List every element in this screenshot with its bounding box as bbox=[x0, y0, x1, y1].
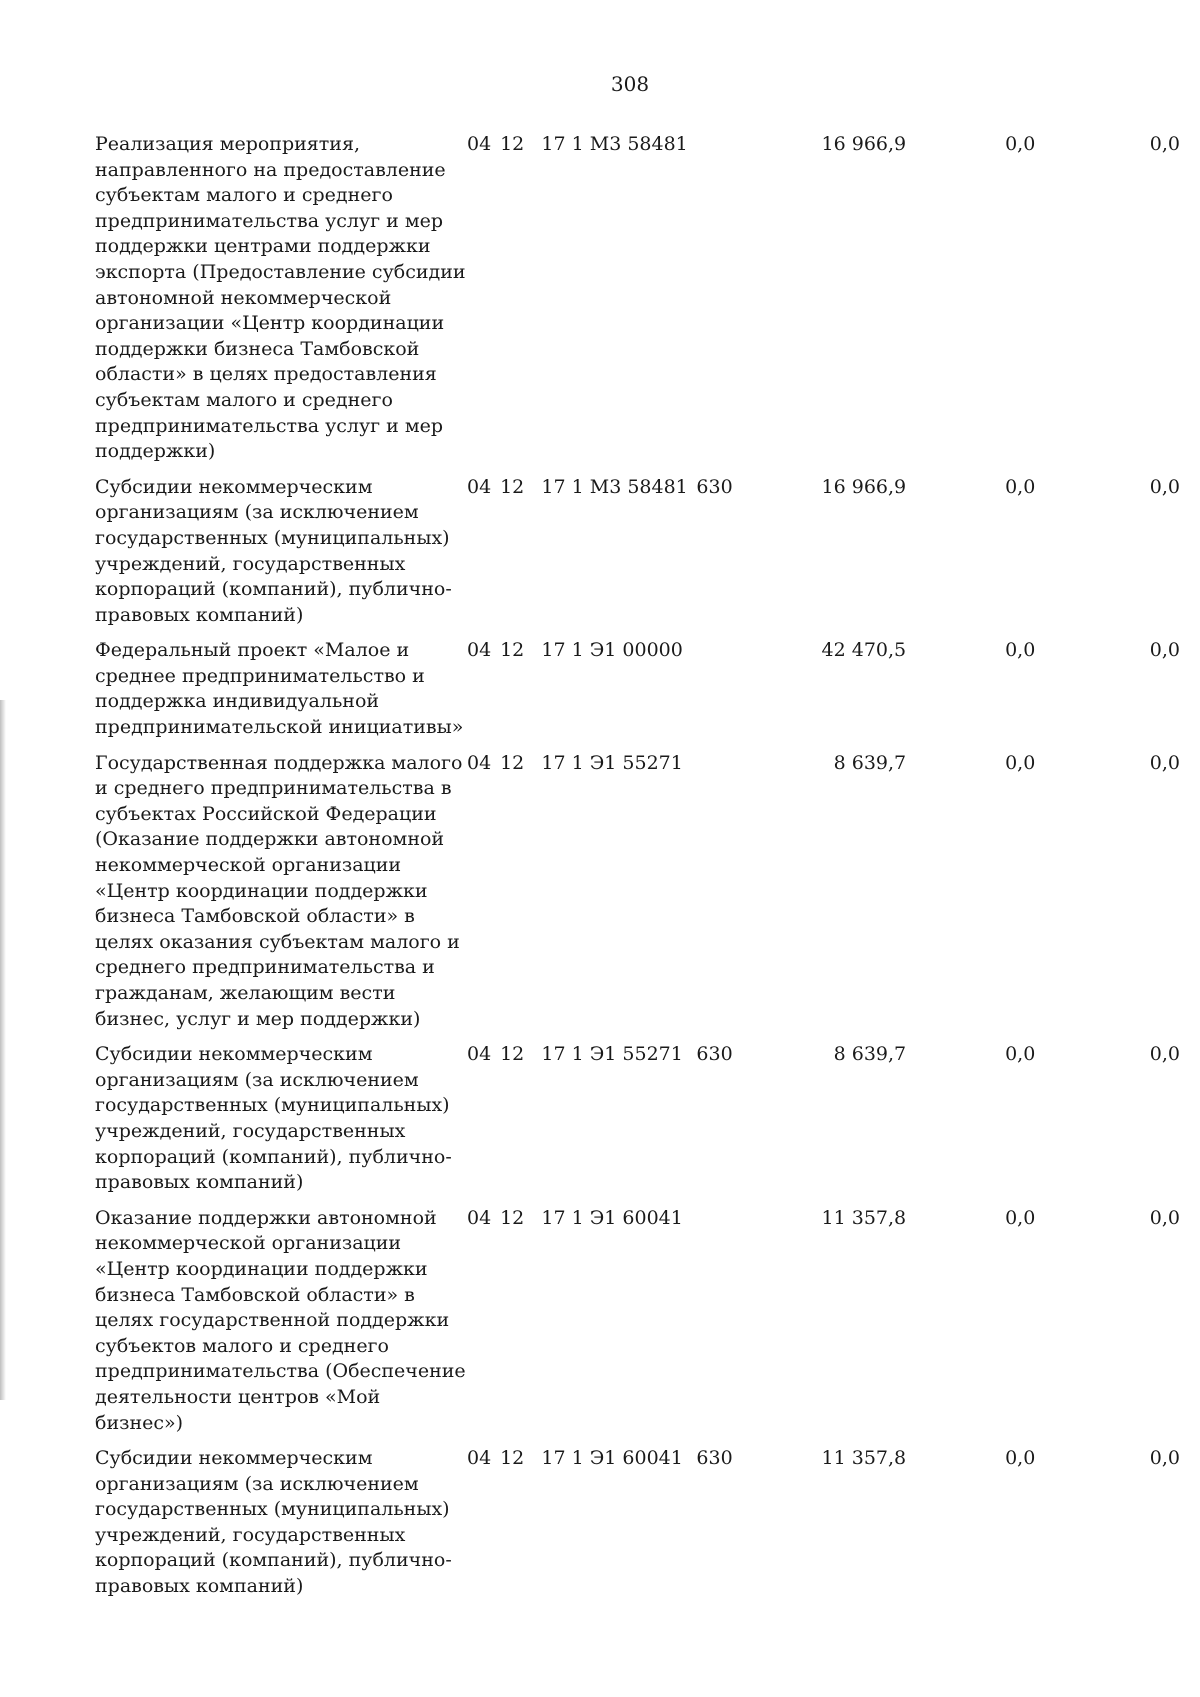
table-row bbox=[95, 1446, 1180, 1610]
amount-year-1: 16 966,9 bbox=[821, 475, 907, 498]
section-code: 04 bbox=[467, 751, 492, 774]
amount-year-3: 0,0 bbox=[1149, 639, 1180, 662]
amount-year-2: 0,0 bbox=[1005, 133, 1036, 155]
amount-year-3: 0,0 bbox=[1149, 1206, 1180, 1229]
target-article-code: 17 1 Э1 55271 bbox=[541, 751, 683, 774]
target-article-code: 17 1 Э1 60041 bbox=[541, 1447, 683, 1470]
budget-table-body bbox=[95, 132, 1180, 1610]
amount-year-2: 0,0 bbox=[1005, 639, 1036, 662]
expense-type-code bbox=[696, 132, 756, 475]
subsection-code: 12 bbox=[500, 751, 525, 774]
amount-year-1: 8 639,7 bbox=[833, 751, 907, 774]
expense-type-code: 630 bbox=[696, 1043, 733, 1066]
subsection-code: 12 bbox=[500, 1043, 525, 1066]
section-code: 04 bbox=[467, 133, 492, 155]
amount-year-3: 0,0 bbox=[1149, 133, 1180, 155]
page-number: 308 bbox=[610, 72, 650, 96]
row-name: Оказание поддержки автономной некоммерческой организации «Центр координации поддержки бизнеса Тамбовской области» в целях государственной поддержки субъектов малого и среднего предпринимательства (Обеспечение деятельности центров «Мой бизнес») bbox=[95, 1206, 466, 1434]
section-code: 04 bbox=[467, 1043, 492, 1066]
row-name: Субсидии некоммерческим организациям (за исключением государственных (муниципальных) учреждений, государственных корпораций (компаний), публично-правовых компаний) bbox=[95, 1447, 452, 1598]
row-name: Федеральный проект «Малое и среднее предпринимательство и поддержка индивидуальной предпринимательской инициативы» bbox=[95, 639, 464, 739]
section-code: 04 bbox=[467, 1206, 492, 1229]
table-row bbox=[95, 751, 1180, 1043]
amount-year-2: 0,0 bbox=[1005, 475, 1036, 498]
amount-year-2: 0,0 bbox=[1005, 1447, 1036, 1470]
amount-year-1: 16 966,9 bbox=[821, 133, 907, 155]
table-row bbox=[95, 638, 1180, 750]
row-name: Субсидии некоммерческим организациям (за исключением государственных (муниципальных) учреждений, государственных корпораций (компаний), публично-правовых компаний) bbox=[95, 475, 452, 626]
subsection-code: 12 bbox=[500, 639, 525, 662]
subsection-code: 12 bbox=[500, 1206, 525, 1229]
amount-year-1: 8 639,7 bbox=[833, 1043, 907, 1066]
expense-type-code: 630 bbox=[696, 475, 733, 498]
amount-year-3: 0,0 bbox=[1149, 1043, 1180, 1066]
section-code: 04 bbox=[467, 475, 492, 498]
subsection-code: 12 bbox=[500, 475, 525, 498]
amount-year-1: 11 357,8 bbox=[821, 1447, 907, 1470]
target-article-code: 17 1 М3 58481 bbox=[541, 475, 688, 498]
row-name: Субсидии некоммерческим организациям (за исключением государственных (муниципальных) учреждений, государственных корпораций (компаний), публично-правовых компаний) bbox=[95, 1043, 452, 1194]
table-row bbox=[95, 1206, 1180, 1446]
expense-type-code bbox=[696, 638, 756, 750]
row-name: Реализация мероприятия, направленного на предоставление субъектам малого и среднего предпринимательства услуг и мер поддержки центрами поддержки экспорта (Предоставление субсидии автономной некоммерческой организации «Центр координации поддержки бизнеса Тамбовской области» в целях предоставления субъектам малого и среднего предпринимательства услуг и мер поддержки) bbox=[95, 133, 466, 463]
amount-year-1: 42 470,5 bbox=[821, 639, 907, 662]
target-article-code: 17 1 Э1 60041 bbox=[541, 1206, 683, 1229]
section-code: 04 bbox=[467, 639, 492, 662]
scan-shadow bbox=[0, 700, 6, 1400]
expense-type-code bbox=[696, 751, 756, 1043]
amount-year-1: 11 357,8 bbox=[821, 1206, 907, 1229]
target-article-code: 17 1 Э1 55271 bbox=[541, 1043, 683, 1066]
subsection-code: 12 bbox=[500, 133, 525, 155]
expense-type-code: 630 bbox=[696, 1447, 733, 1470]
target-article-code: 17 1 Э1 00000 bbox=[541, 639, 683, 662]
amount-year-3: 0,0 bbox=[1149, 475, 1180, 498]
amount-year-2: 0,0 bbox=[1005, 1206, 1036, 1229]
budget-table bbox=[95, 132, 1180, 1610]
row-name: Государственная поддержка малого и среднего предпринимательства в субъектах Российской Федерации (Оказание поддержки автономной некоммерческой организации «Центр координации поддержки бизнеса Тамбовской области» в целях оказания субъектам малого и среднего предпринимательства и гражданам, желающим вести бизнес, услуг и мер поддержки) bbox=[95, 751, 463, 1030]
amount-year-3: 0,0 bbox=[1149, 1447, 1180, 1470]
section-code: 04 bbox=[467, 1447, 492, 1470]
amount-year-3: 0,0 bbox=[1149, 751, 1180, 774]
table-row bbox=[95, 1042, 1180, 1206]
target-article-code: 17 1 М3 58481 bbox=[541, 133, 688, 155]
table-row bbox=[95, 475, 1180, 639]
subsection-code: 12 bbox=[500, 1447, 525, 1470]
expense-type-code bbox=[696, 1206, 756, 1446]
amount-year-2: 0,0 bbox=[1005, 1043, 1036, 1066]
table-row bbox=[95, 132, 1180, 475]
amount-year-2: 0,0 bbox=[1005, 751, 1036, 774]
